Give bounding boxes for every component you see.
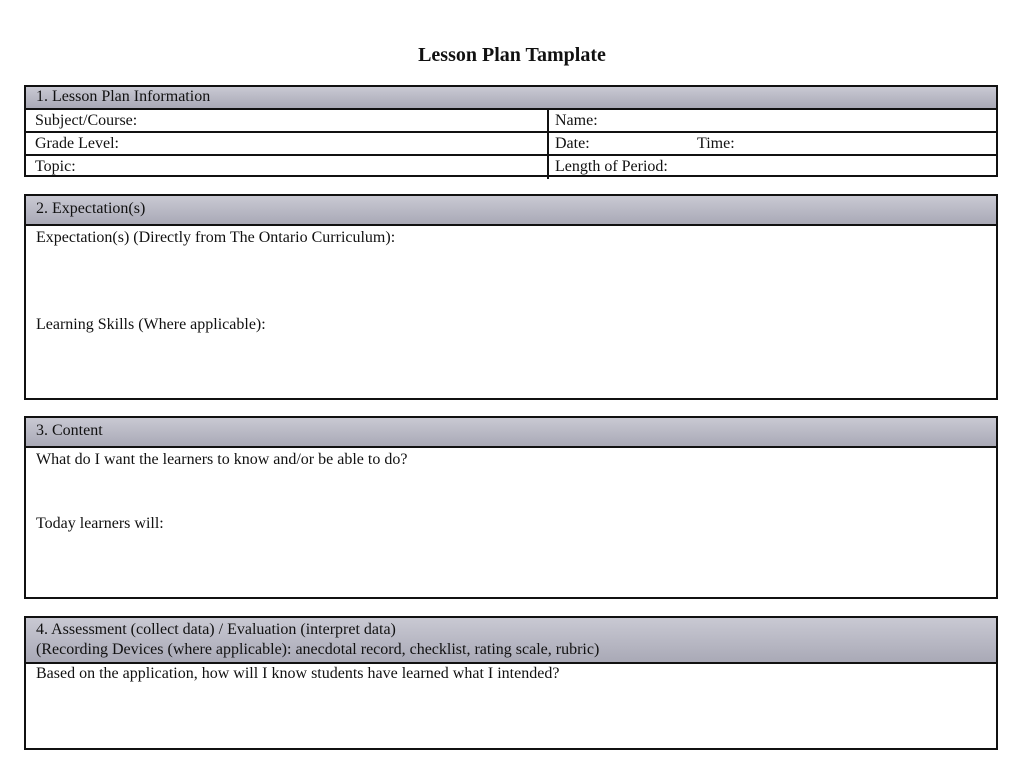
time-label: Time:: [697, 135, 735, 152]
info-row-topic: [26, 156, 996, 179]
today-learners-label: Today learners will:: [36, 515, 164, 532]
name-field[interactable]: [549, 110, 996, 131]
info-row-grade: [26, 133, 996, 156]
section-content: [24, 416, 998, 599]
document-title: Lesson Plan Tamplate: [418, 44, 606, 66]
assessment-header-line1: 4. Assessment (collect data) / Evaluation (interpret data): [36, 621, 396, 638]
info-row-subject: [26, 110, 996, 133]
section-assessment-evaluation: [24, 616, 998, 750]
learning-skills-label: Learning Skills (Where applicable):: [36, 316, 266, 333]
length-of-period-field[interactable]: [549, 156, 996, 179]
section-lesson-plan-information: [24, 85, 998, 177]
expectations-label: Expectation(s) (Directly from The Ontario Curriculum):: [36, 229, 396, 246]
content-question: What do I want the learners to know and/or be able to do?: [36, 451, 408, 468]
name-label: Name:: [555, 112, 598, 129]
section-header: 1. Lesson Plan Information: [26, 87, 996, 110]
content-body[interactable]: [26, 448, 996, 597]
topic-field[interactable]: Topic:: [26, 156, 549, 179]
assessment-header-line2: (Recording Devices (where applicable): anecdotal record, checklist, rating scale, rubric): [36, 641, 600, 658]
section-header: 3. Content: [26, 418, 996, 448]
section-expectations: [24, 194, 998, 400]
expectations-body[interactable]: [26, 226, 996, 398]
date-time-field[interactable]: [549, 133, 996, 154]
subject-course-field[interactable]: Subject/Course:: [26, 110, 549, 131]
grade-level-field[interactable]: Grade Level:: [26, 133, 549, 154]
date-label: Date:: [555, 135, 590, 152]
length-of-period-label: Length of Period:: [555, 158, 668, 175]
section-header: 2. Expectation(s): [26, 196, 996, 226]
assessment-body[interactable]: [26, 664, 996, 748]
assessment-question: Based on the application, how will I know students have learned what I intended?: [36, 665, 560, 682]
section-header: [26, 618, 996, 664]
